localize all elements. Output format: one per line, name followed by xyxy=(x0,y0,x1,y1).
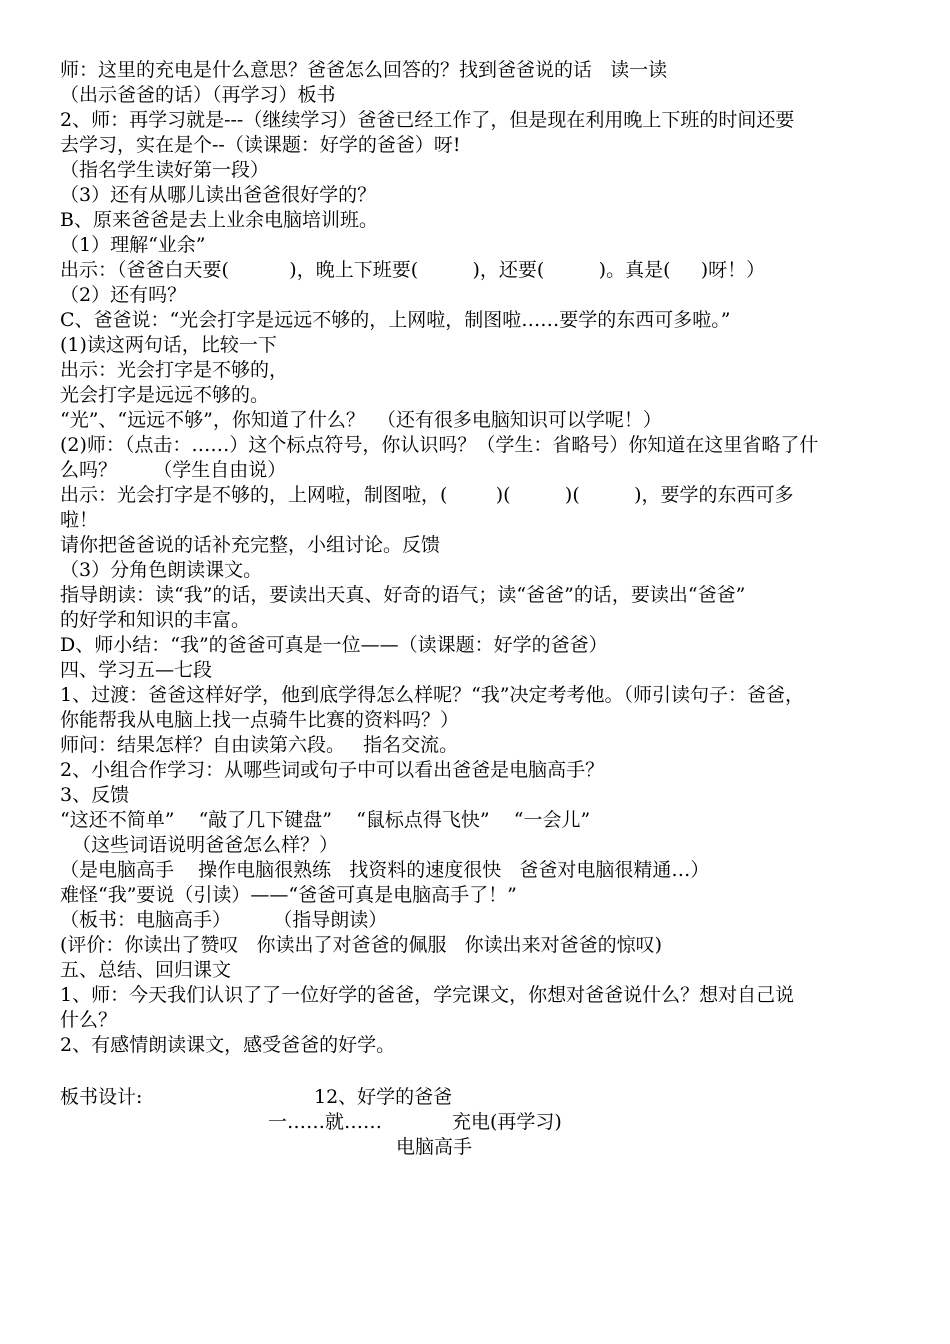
board-left-item: 一……就…… xyxy=(268,1111,383,1133)
text-line: 3、反馈 xyxy=(60,784,130,806)
text-line: （是电脑高手 操作电脑很熟练 找资料的速度很快 爸爸对电脑很精通…） xyxy=(60,859,710,881)
text-line: “这还不简单” “敲了几下键盘” “鼠标点得飞快” “一会儿” xyxy=(60,809,591,831)
text-line: 么吗？ （学生自由说） xyxy=(60,459,287,481)
text-line: （3）分角色朗读课文。 xyxy=(60,559,263,581)
text-line: 出示：光会打字是不够的， xyxy=(60,359,289,381)
text-line: 1、过渡：爸爸这样好学，他到底学得怎么样呢？“我”决定考考他。（师引读句子：爸爸， xyxy=(60,684,805,706)
text-line: (评价：你读出了赞叹 你读出了对爸爸的佩服 你读出来对爸爸的惊叹) xyxy=(60,934,663,956)
text-line: （出示爸爸的话）（再学习）板书 xyxy=(60,84,336,106)
text-line: 指导朗读：读“我”的话，要读出天真、好奇的语气；读“爸爸”的话，要读出“爸爸” xyxy=(60,584,746,606)
text-line: （3）还有从哪儿读出爸爸很好学的？ xyxy=(60,184,377,206)
text-line: （指名学生读好第一段） xyxy=(60,159,270,181)
text-line: D、师小结：“我”的爸爸可真是一位——（读课题：好学的爸爸） xyxy=(60,634,608,656)
text-line: 五、总结、回归课文 xyxy=(60,959,232,981)
text-line: （1）理解“业余” xyxy=(60,234,206,256)
text-line: C、爸爸说：“光会打字是远远不够的，上网啦，制图啦……要学的东西可多啦。” xyxy=(60,309,731,331)
text-line: 2、师：再学习就是---（继续学习）爸爸已经工作了，但是现在利用晚上下班的时间还要 xyxy=(60,109,795,131)
text-line: 出示：光会打字是不够的，上网啦，制图啦，( )( )( )，要学的东西可多 xyxy=(60,484,794,506)
text-line: 难怪“我”要说（引读）——“爸爸可真是电脑高手了！” xyxy=(60,884,517,906)
text-line: 出示：（爸爸白天要( )，晚上下班要( )，还要( )。真是( )呀！） xyxy=(60,259,766,281)
text-line: 2、小组合作学习：从哪些词或句子中可以看出爸爸是电脑高手？ xyxy=(60,759,605,781)
text-line: （这些词语说明爸爸怎么样？） xyxy=(60,834,339,856)
text-line: (1)读这两句话，比较一下 xyxy=(60,334,277,356)
text-line: 去学习，实在是个--（读课题：好学的爸爸）呀! xyxy=(60,134,461,156)
board-bottom-item: 电脑高手 xyxy=(396,1136,473,1158)
text-line: 的好学和知识的丰富。 xyxy=(60,609,251,631)
board-title: 12、好学的爸爸 xyxy=(314,1086,453,1108)
text-line: 光会打字是远远不够的。 xyxy=(60,384,270,406)
text-line: （板书：电脑高手） （指导朗读） xyxy=(60,909,388,931)
text-line: 请你把爸爸说的话补充完整，小组讨论。反馈 xyxy=(60,534,441,556)
text-line: (2)师：（点击：……）这个标点符号，你认识吗？（学生：省略号）你知道在这里省略了什 xyxy=(60,434,819,456)
document-body xyxy=(60,58,900,1058)
text-line: 师：这里的充电是什么意思？爸爸怎么回答的？找到爸爸说的话 读一读 xyxy=(60,59,668,81)
board-design xyxy=(60,1082,900,1162)
text-line: 你能帮我从电脑上找一点骑牛比赛的资料吗？） xyxy=(60,709,460,731)
text-line: 啦！ xyxy=(60,509,99,531)
board-right-item: 充电(再学习) xyxy=(452,1111,562,1133)
text-line: 2、有感情朗读课文，感受爸爸的好学。 xyxy=(60,1034,396,1056)
text-line: 师问：结果怎样？自由读第六段。 指名交流。 xyxy=(60,734,459,756)
text-line: 什么？ xyxy=(60,1009,118,1031)
text-line: B、原来爸爸是去上业余电脑培训班。 xyxy=(60,209,378,231)
text-line: 1、师：今天我们认识了了一位好学的爸爸，学完课文，你想对爸爸说什么？想对自己说 xyxy=(60,984,795,1006)
text-line: （2）还有吗？ xyxy=(60,284,187,306)
text-line: 四、学习五—七段 xyxy=(60,659,213,681)
text-line: “光”、“远远不够”，你知道了什么？ （还有很多电脑知识可以学呢！） xyxy=(60,409,662,431)
board-label: 板书设计: xyxy=(60,1086,143,1108)
